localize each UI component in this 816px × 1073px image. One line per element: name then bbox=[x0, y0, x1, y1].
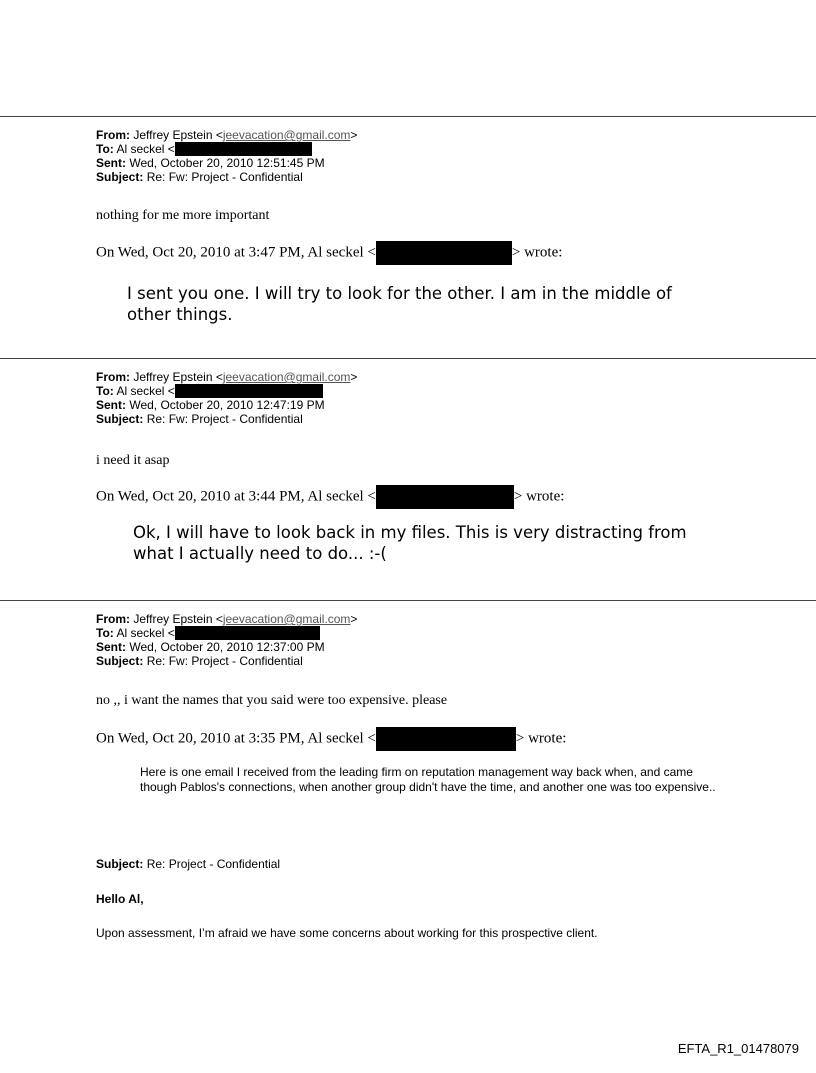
sent-line: Sent: Wed, October 20, 2010 12:37:00 PM bbox=[96, 640, 325, 654]
subject-line: Subject: Re: Fw: Project - Confidential bbox=[96, 654, 303, 668]
email-header bbox=[96, 128, 357, 184]
to-line: To: Al seckel < bbox=[96, 142, 357, 156]
subject-line: Subject: Re: Fw: Project - Confidential bbox=[96, 412, 303, 426]
quoted-message: Here is one email I received from the leading firm on reputation management way back when, and came though Pablos's connections, when another group didn't have the time, and another one was too expensive.. bbox=[140, 765, 716, 794]
redaction-bar bbox=[376, 241, 512, 265]
redaction-bar bbox=[376, 485, 514, 509]
redaction-bar bbox=[175, 384, 323, 398]
to-line: To: Al seckel < bbox=[96, 626, 357, 640]
from-email-link[interactable]: jeevacation@gmail.com bbox=[222, 612, 351, 626]
sent-line: Sent: Wed, October 20, 2010 12:47:19 PM bbox=[96, 398, 325, 412]
quoted-message: I sent you one. I will try to look for the other. I am in the middle of other things. bbox=[127, 284, 672, 324]
inner-body-line: Upon assessment, I’m afraid we have some concerns about working for this prospective client. bbox=[96, 926, 598, 940]
from-line: From: Jeffrey Epstein <jeevacation@gmail.com> bbox=[96, 128, 358, 142]
reply-attribution: On Wed, Oct 20, 2010 at 3:44 PM, Al seckel < > wrote: bbox=[96, 485, 564, 509]
redaction-bar bbox=[175, 626, 320, 640]
separator-rule bbox=[0, 600, 816, 601]
redaction-bar bbox=[376, 727, 516, 751]
email-header bbox=[96, 370, 357, 426]
inner-subject-line: Subject: Re: Project - Confidential bbox=[96, 857, 281, 871]
reply-attribution: On Wed, Oct 20, 2010 at 3:35 PM, Al seckel < > wrote: bbox=[96, 727, 566, 751]
quoted-message: Ok, I will have to look back in my files. This is very distracting from what I actually need to do... :-( bbox=[133, 523, 687, 563]
from-email-link[interactable]: jeevacation@gmail.com bbox=[222, 128, 351, 142]
document-id: EFTA_R1_01478079 bbox=[677, 1041, 799, 1056]
redaction-bar bbox=[175, 142, 312, 156]
email-body: nothing for me more important bbox=[96, 208, 270, 223]
separator-rule bbox=[0, 358, 816, 359]
to-line: To: Al seckel < bbox=[96, 384, 357, 398]
inner-greeting: Hello Al, bbox=[96, 892, 144, 906]
from-line: From: Jeffrey Epstein <jeevacation@gmail.com> bbox=[96, 612, 358, 626]
from-line: From: Jeffrey Epstein <jeevacation@gmail.com> bbox=[96, 370, 358, 384]
reply-attribution: On Wed, Oct 20, 2010 at 3:47 PM, Al seckel < > wrote: bbox=[96, 241, 562, 265]
sent-line: Sent: Wed, October 20, 2010 12:51:45 PM bbox=[96, 156, 325, 170]
email-body: i need it asap bbox=[96, 453, 170, 468]
email-header bbox=[96, 612, 357, 668]
separator-rule bbox=[0, 116, 816, 117]
from-email-link[interactable]: jeevacation@gmail.com bbox=[222, 370, 351, 384]
subject-line: Subject: Re: Fw: Project - Confidential bbox=[96, 170, 303, 184]
email-body: no ,, i want the names that you said were too expensive. please bbox=[96, 693, 448, 708]
